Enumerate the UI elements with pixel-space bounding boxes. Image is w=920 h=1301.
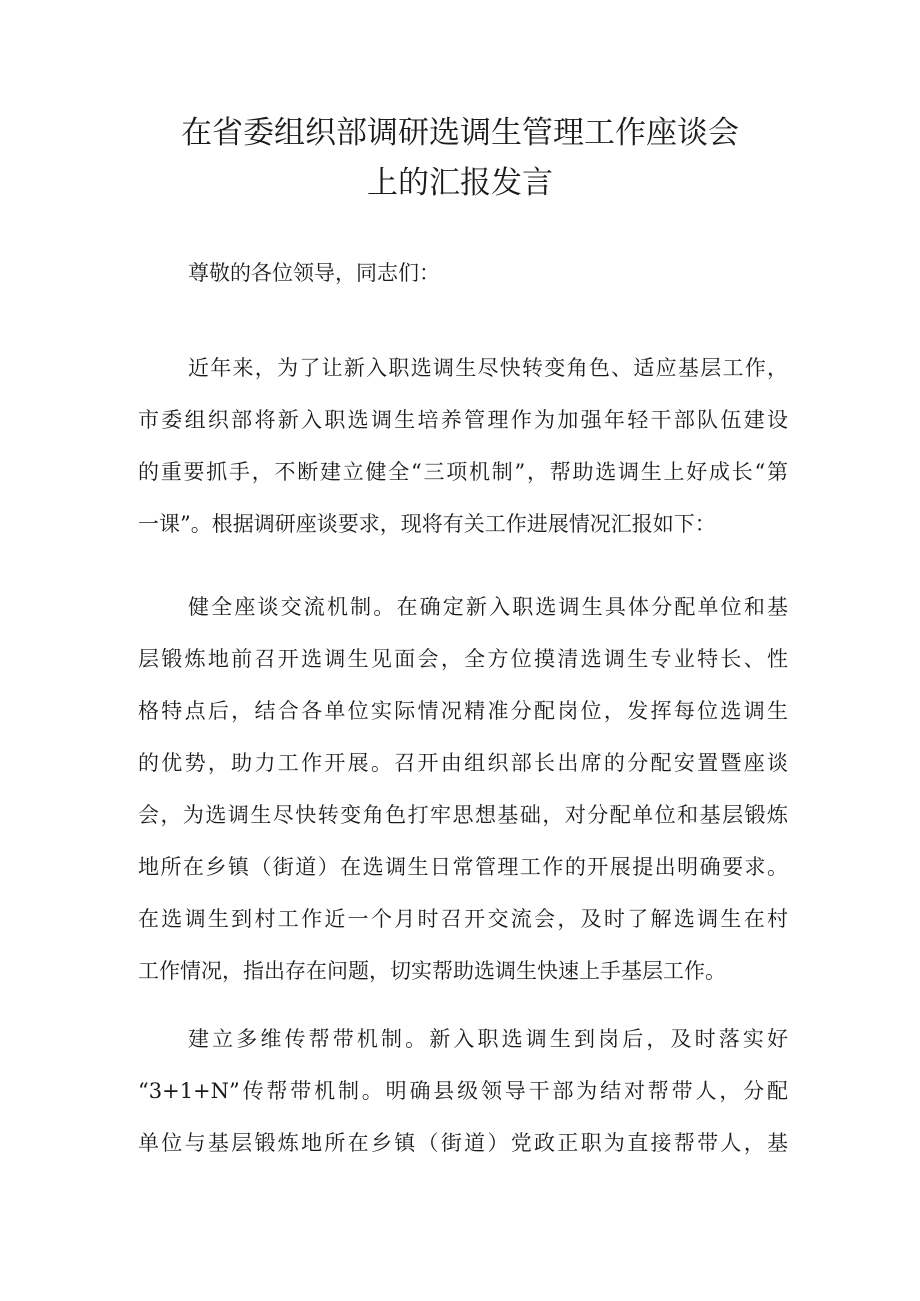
paragraph-line: 在选调生到村工作近一个月时召开交流会，及时了解选调生在村 [138,907,788,931]
paragraph-line: 一课”。根据调研座谈要求，现将有关工作进展情况汇报如下： [138,512,716,536]
title-line: 在省委组织部调研选调生管理工作座谈会 [181,115,739,151]
paragraph-exchange-mechanism [138,592,788,1008]
paragraph-line: 单位与基层锻炼地所在乡镇（街道）党政正职为直接帮带人，基 [138,1131,788,1155]
paragraph-line: 近年来，为了让新入职选调生尽快转变角色、适应基层工作， [188,356,788,380]
paragraph-line: 的优势，助力工作开展。召开由组织部长出席的分配安置暨座谈 [138,751,788,775]
paragraph-line: 的重要抓手，不断建立健全“三项机制”，帮助选调生上好成长“第 [138,460,788,484]
paragraph-line: 会，为选调生尽快转变角色打牢思想基础，对分配单位和基层锻炼 [138,803,788,827]
salutation: 尊敬的各位领导，同志们： [188,261,440,285]
paragraph-line: 格特点后，结合各单位实际情况精准分配岗位，发挥每位选调生 [138,699,788,723]
paragraph-line: 健全座谈交流机制。在确定新入职选调生具体分配单位和基 [188,595,788,619]
document-title [0,108,920,208]
paragraph-line: 建立多维传帮带机制。新入职选调生到岗后，及时落实好 [188,1027,788,1051]
paragraph-line: 市委组织部将新入职选调生培养管理作为加强年轻干部队伍建设 [138,408,788,432]
paragraph-line: 工作情况，指出存在问题，切实帮助选调生快速上手基层工作。 [138,959,726,983]
paragraph-line: 地所在乡镇（街道）在选调生日常管理工作的开展提出明确要求。 [138,855,788,879]
paragraph-intro [138,353,788,561]
paragraph-line: “3+1+N”传帮带机制。明确县级领导干部为结对帮带人，分配 [138,1079,788,1103]
paragraph-line: 层锻炼地前召开选调生见面会，全方位摸清选调生专业特长、性 [138,647,788,671]
paragraph-mentoring-mechanism [138,1024,788,1180]
title-line: 上的汇报发言 [367,165,553,201]
